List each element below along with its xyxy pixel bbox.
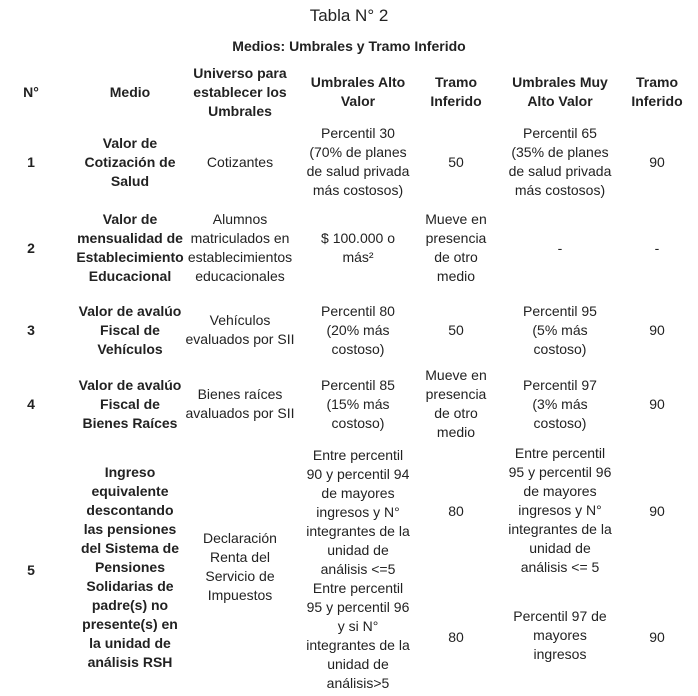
row-1-umbral-muy-alto: Percentil 65 (35% de planes de salud privada más costosos) [508,125,612,198]
header-tramo-1: Tramo Inferido [430,74,482,109]
row-5a-umbral-muy-alto: Entre percentil 95 y percentil 96 de mayores ingresos y N° integrantes de la unidad de análisis <= 5 [508,444,612,575]
header-num: N° [23,83,39,100]
row-4-medio: Valor de avalúo Fiscal de Bienes Raíces [78,376,182,431]
row-5-num: 5 [27,561,35,578]
row-5-medio: Ingreso equivalente descontando las pensiones del Sistema de Pensiones Solidarias de padre(s) no presente(s) en la unidad de análisis RSH [80,463,180,670]
row-2-umbral-muy-alto: - [557,239,563,256]
row-1-tramo-2: 90 [649,153,665,170]
row-5b-umbral-muy-alto: Percentil 97 de mayores ingresos [513,607,607,662]
row-4-tramo-2: 90 [649,395,665,412]
row-2-umbral-alto: $ 100.000 o más² [321,230,395,265]
row-2-medio: Valor de mensualidad de Establecimiento Educacional [76,211,184,284]
row-3-medio: Valor de avalúo Fiscal de Vehículos [78,302,182,357]
row-3-tramo-1: 50 [448,321,464,338]
row-2-num: 2 [27,239,35,256]
row-5a-tramo-1: 80 [448,502,464,519]
row-5-universo: Declaración Renta del Servicio de Impuestos [203,530,277,603]
row-3-tramo-2: 90 [649,321,665,338]
row-2-tramo-1: Mueve en presencia de otro medio [425,211,487,284]
row-4-umbral-alto: Percentil 85 (15% más costoso) [321,376,395,431]
row-1-medio: Valor de Cotización de Salud [84,134,176,189]
row-5b-umbral-alto: Entre percentil 95 y percentil 96 y si N° integrantes de la unidad de análisis>5 [306,580,410,691]
row-5b-tramo-1: 80 [448,628,464,645]
row-5a-tramo-2: 90 [649,502,665,519]
row-2-tramo-2: - [654,239,660,256]
header-umbral-alto: Umbrales Alto Valor [310,74,406,109]
row-3-num: 3 [27,321,35,338]
row-4-tramo-1: Mueve en presencia de otro medio [425,367,487,440]
row-2-universo: Alumnos matriculados en establecimientos educacionales [187,211,293,284]
header-medio: Medio [109,83,151,100]
row-1-num: 1 [27,153,35,170]
header-umbral-muy-alto: Umbrales Muy Alto Valor [512,74,608,109]
row-3-umbral-muy-alto: Percentil 95 (5% más costoso) [523,302,597,357]
row-5b-tramo-2: 90 [649,628,665,645]
row-1-tramo-1: 50 [448,153,464,170]
row-3-umbral-alto: Percentil 80 (20% más costoso) [321,302,395,357]
header-tramo-2: Tramo Inferido [631,74,683,109]
table-title: Tabla N° 2 [309,6,389,25]
row-3-universo: Vehículos evaluados por SII [185,312,295,347]
row-5a-umbral-alto: Entre percentil 90 y percentil 94 de mayores ingresos y N° integrantes de la unidad de análisis <=5 [306,446,410,577]
table-subtitle: Medios: Umbrales y Tramo Inferido [232,38,466,54]
row-1-universo: Cotizantes [206,153,274,170]
row-1-umbral-alto: Percentil 30 (70% de planes de salud privada más costosos) [306,125,410,198]
row-4-num: 4 [27,395,35,412]
row-4-umbral-muy-alto: Percentil 97 (3% más costoso) [523,376,597,431]
header-universo: Universo para establecer los Umbrales [193,64,287,119]
row-4-universo: Bienes raíces avaluados por SII [185,386,295,421]
